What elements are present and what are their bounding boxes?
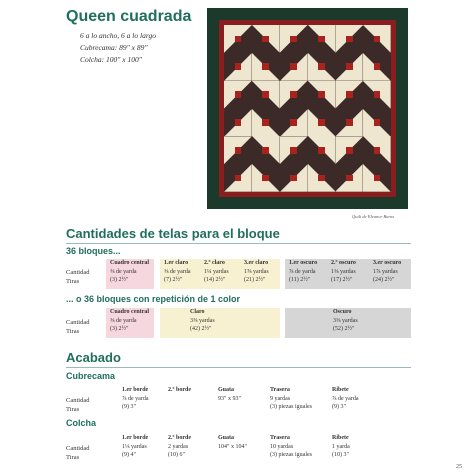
col-qty: ⅞ de yarda <box>332 395 359 402</box>
col-dark-repeat <box>285 308 411 338</box>
quilt-block <box>280 136 308 164</box>
col-strips: (14) 2½" <box>204 277 226 283</box>
page-title: Queen cuadrada <box>66 8 192 25</box>
colcha-backing <box>270 434 312 460</box>
cubrecama-border-1 <box>122 386 149 412</box>
quilt-block <box>252 164 280 192</box>
quilt-block <box>308 81 336 109</box>
col-qty: ⅜ de yarda <box>110 268 137 275</box>
row-label-strips: Tiras <box>66 454 80 461</box>
quilt-block <box>335 164 363 192</box>
quilt-block <box>224 164 252 192</box>
col-qty: 1⅜ yardas <box>331 268 356 275</box>
col-head: Cuadro central <box>110 260 150 266</box>
col-head: Trasera <box>270 387 290 393</box>
section-rule <box>66 243 411 244</box>
row-label-qty: Cantidad <box>66 269 90 276</box>
row-label-qty: Cantidad <box>66 445 90 452</box>
col-head: 3.er oscuro <box>373 260 402 266</box>
cubrecama-border-2 <box>168 386 191 395</box>
col-qty: 1⅞ yardas <box>373 268 398 275</box>
subheading-repeat: ... o 36 bloques con repetición de 1 color <box>66 294 241 304</box>
col-head: Guata <box>218 387 235 393</box>
col-qty: 3⅜ yardas <box>190 317 215 324</box>
cubrecama-backing <box>270 386 312 412</box>
col-strips: (3) piezas iguales <box>270 404 312 410</box>
col-head: Trasera <box>270 435 290 441</box>
page-number: 25 <box>456 464 462 470</box>
col-head: Guata <box>218 435 235 441</box>
col-qty: 9 yardas <box>270 395 291 402</box>
finish-section-title: Acabado <box>66 350 121 365</box>
colcha-batting <box>218 434 247 451</box>
section-rule <box>66 367 411 368</box>
col-head: 3.er claro <box>244 260 269 266</box>
col-strips: (7) 2½" <box>164 277 183 283</box>
quilt-photo <box>207 8 408 209</box>
col-qty: 10 yardas <box>270 443 294 450</box>
col-dark-2 <box>327 259 369 289</box>
col-strips: (52) 2½" <box>333 326 355 332</box>
col-strips: (3) piezas iguales <box>270 452 312 458</box>
col-strips: (17) 2½" <box>331 277 353 283</box>
col-qty: 1¼ yardas <box>204 268 229 275</box>
quilt-block <box>363 164 391 192</box>
photo-caption: Quilt de Eleanor Burns <box>352 214 395 219</box>
quilt-block <box>308 109 336 137</box>
col-qty: ⅜ de yarda <box>110 317 137 324</box>
spec-cubrecama: Cubrecama: 89" x 89" <box>80 43 148 52</box>
subheading-cubrecama: Cubrecama <box>66 371 116 381</box>
quilt-block <box>252 53 280 81</box>
quilt-block <box>252 136 280 164</box>
quilt-block <box>252 81 280 109</box>
col-head: 2.º borde <box>168 387 191 393</box>
quilt-block <box>308 25 336 53</box>
spec-size: 6 a lo ancho, 6 a lo largo <box>80 31 156 40</box>
col-strips: (42) 2½" <box>190 326 212 332</box>
quilt-block <box>363 81 391 109</box>
row-label-qty: Cantidad <box>66 397 90 404</box>
quilt-block <box>308 136 336 164</box>
quilt-block <box>363 136 391 164</box>
quilt-block <box>335 25 363 53</box>
colcha-binding <box>332 434 350 460</box>
col-head: Cuadro central <box>110 309 150 315</box>
col-strips: (21) 2½" <box>244 277 266 283</box>
col-strips: (9) 3" <box>332 404 346 410</box>
quilt-block <box>363 109 391 137</box>
quilt-block <box>224 136 252 164</box>
cubrecama-binding <box>332 386 359 412</box>
col-head: 1.er claro <box>164 260 189 266</box>
quilt-block <box>308 53 336 81</box>
row-label-strips: Tiras <box>66 406 80 413</box>
row-label-qty: Cantidad <box>66 319 90 326</box>
quilt-block <box>335 81 363 109</box>
colcha-border-1 <box>122 434 148 460</box>
quilt-block <box>308 164 336 192</box>
col-strips: (24) 2½" <box>373 277 395 283</box>
col-head: 1.er borde <box>122 435 149 441</box>
quilt-block <box>280 109 308 137</box>
col-dark-3 <box>369 259 411 289</box>
quilt-block <box>224 25 252 53</box>
col-qty: 104" x 104" <box>218 443 247 450</box>
col-strips: (9) 4" <box>122 452 136 458</box>
quilt-blocks <box>224 25 391 192</box>
quilt-block <box>335 136 363 164</box>
col-head: Ribete <box>332 435 349 441</box>
row-label-strips: Tiras <box>66 278 80 285</box>
quilt-block <box>335 109 363 137</box>
quilt-block <box>280 53 308 81</box>
col-qty: 93" x 93" <box>218 395 241 402</box>
col-qty: 1 yarda <box>332 443 350 450</box>
col-head: 2.º oscuro <box>331 260 356 266</box>
quilt-block <box>335 53 363 81</box>
col-head: 2.º claro <box>204 260 225 266</box>
quilt-block <box>252 25 280 53</box>
col-qty: 2 yardas <box>168 443 189 450</box>
quilt-red-border <box>219 20 396 197</box>
quilt-block <box>363 25 391 53</box>
col-strips: (9) 3" <box>122 404 136 410</box>
col-qty: 1⅛ yardas <box>122 443 147 450</box>
cubrecama-batting <box>218 386 241 403</box>
col-qty: 1⅝ yardas <box>244 268 269 275</box>
col-dark-1 <box>285 259 327 289</box>
col-qty: ⅜ de yarda <box>164 268 191 275</box>
spec-colcha: Colcha: 100" x 100" <box>80 55 142 64</box>
col-strips: (10) 6" <box>168 452 185 458</box>
subheading-colcha: Colcha <box>66 418 97 428</box>
col-qty: 3⅜ yardas <box>333 317 358 324</box>
col-light-3 <box>240 259 280 289</box>
col-head: Ribete <box>332 387 349 393</box>
block-section-title: Cantidades de telas para el bloque <box>66 226 280 241</box>
col-strips: (3) 2½" <box>110 277 129 283</box>
col-strips: (10) 3" <box>332 452 349 458</box>
col-strips: (3) 2½" <box>110 326 129 332</box>
col-head: 1.er oscuro <box>289 260 318 266</box>
col-head: Oscuro <box>333 309 352 315</box>
quilt-block <box>280 81 308 109</box>
col-head: Claro <box>190 309 205 315</box>
col-qty: ⅞ de yarda <box>289 268 316 275</box>
col-center <box>106 259 154 289</box>
col-light-repeat <box>160 308 280 338</box>
quilt-block <box>224 81 252 109</box>
col-head: 1.er borde <box>122 387 149 393</box>
quilt-block <box>280 164 308 192</box>
col-light-2 <box>200 259 240 289</box>
quilt-block <box>224 109 252 137</box>
quilt-block <box>252 109 280 137</box>
col-qty: ⅞ de yarda <box>122 395 149 402</box>
col-strips: (11) 2½" <box>289 277 311 283</box>
colcha-border-2 <box>168 434 191 460</box>
quilt-block <box>224 53 252 81</box>
col-center-repeat <box>106 308 154 338</box>
quilt-block <box>280 25 308 53</box>
subheading-36-blocks: 36 bloques... <box>66 246 121 256</box>
col-head: 2.º borde <box>168 435 191 441</box>
col-light-1 <box>160 259 200 289</box>
row-label-strips: Tiras <box>66 328 80 335</box>
quilt-block <box>363 53 391 81</box>
